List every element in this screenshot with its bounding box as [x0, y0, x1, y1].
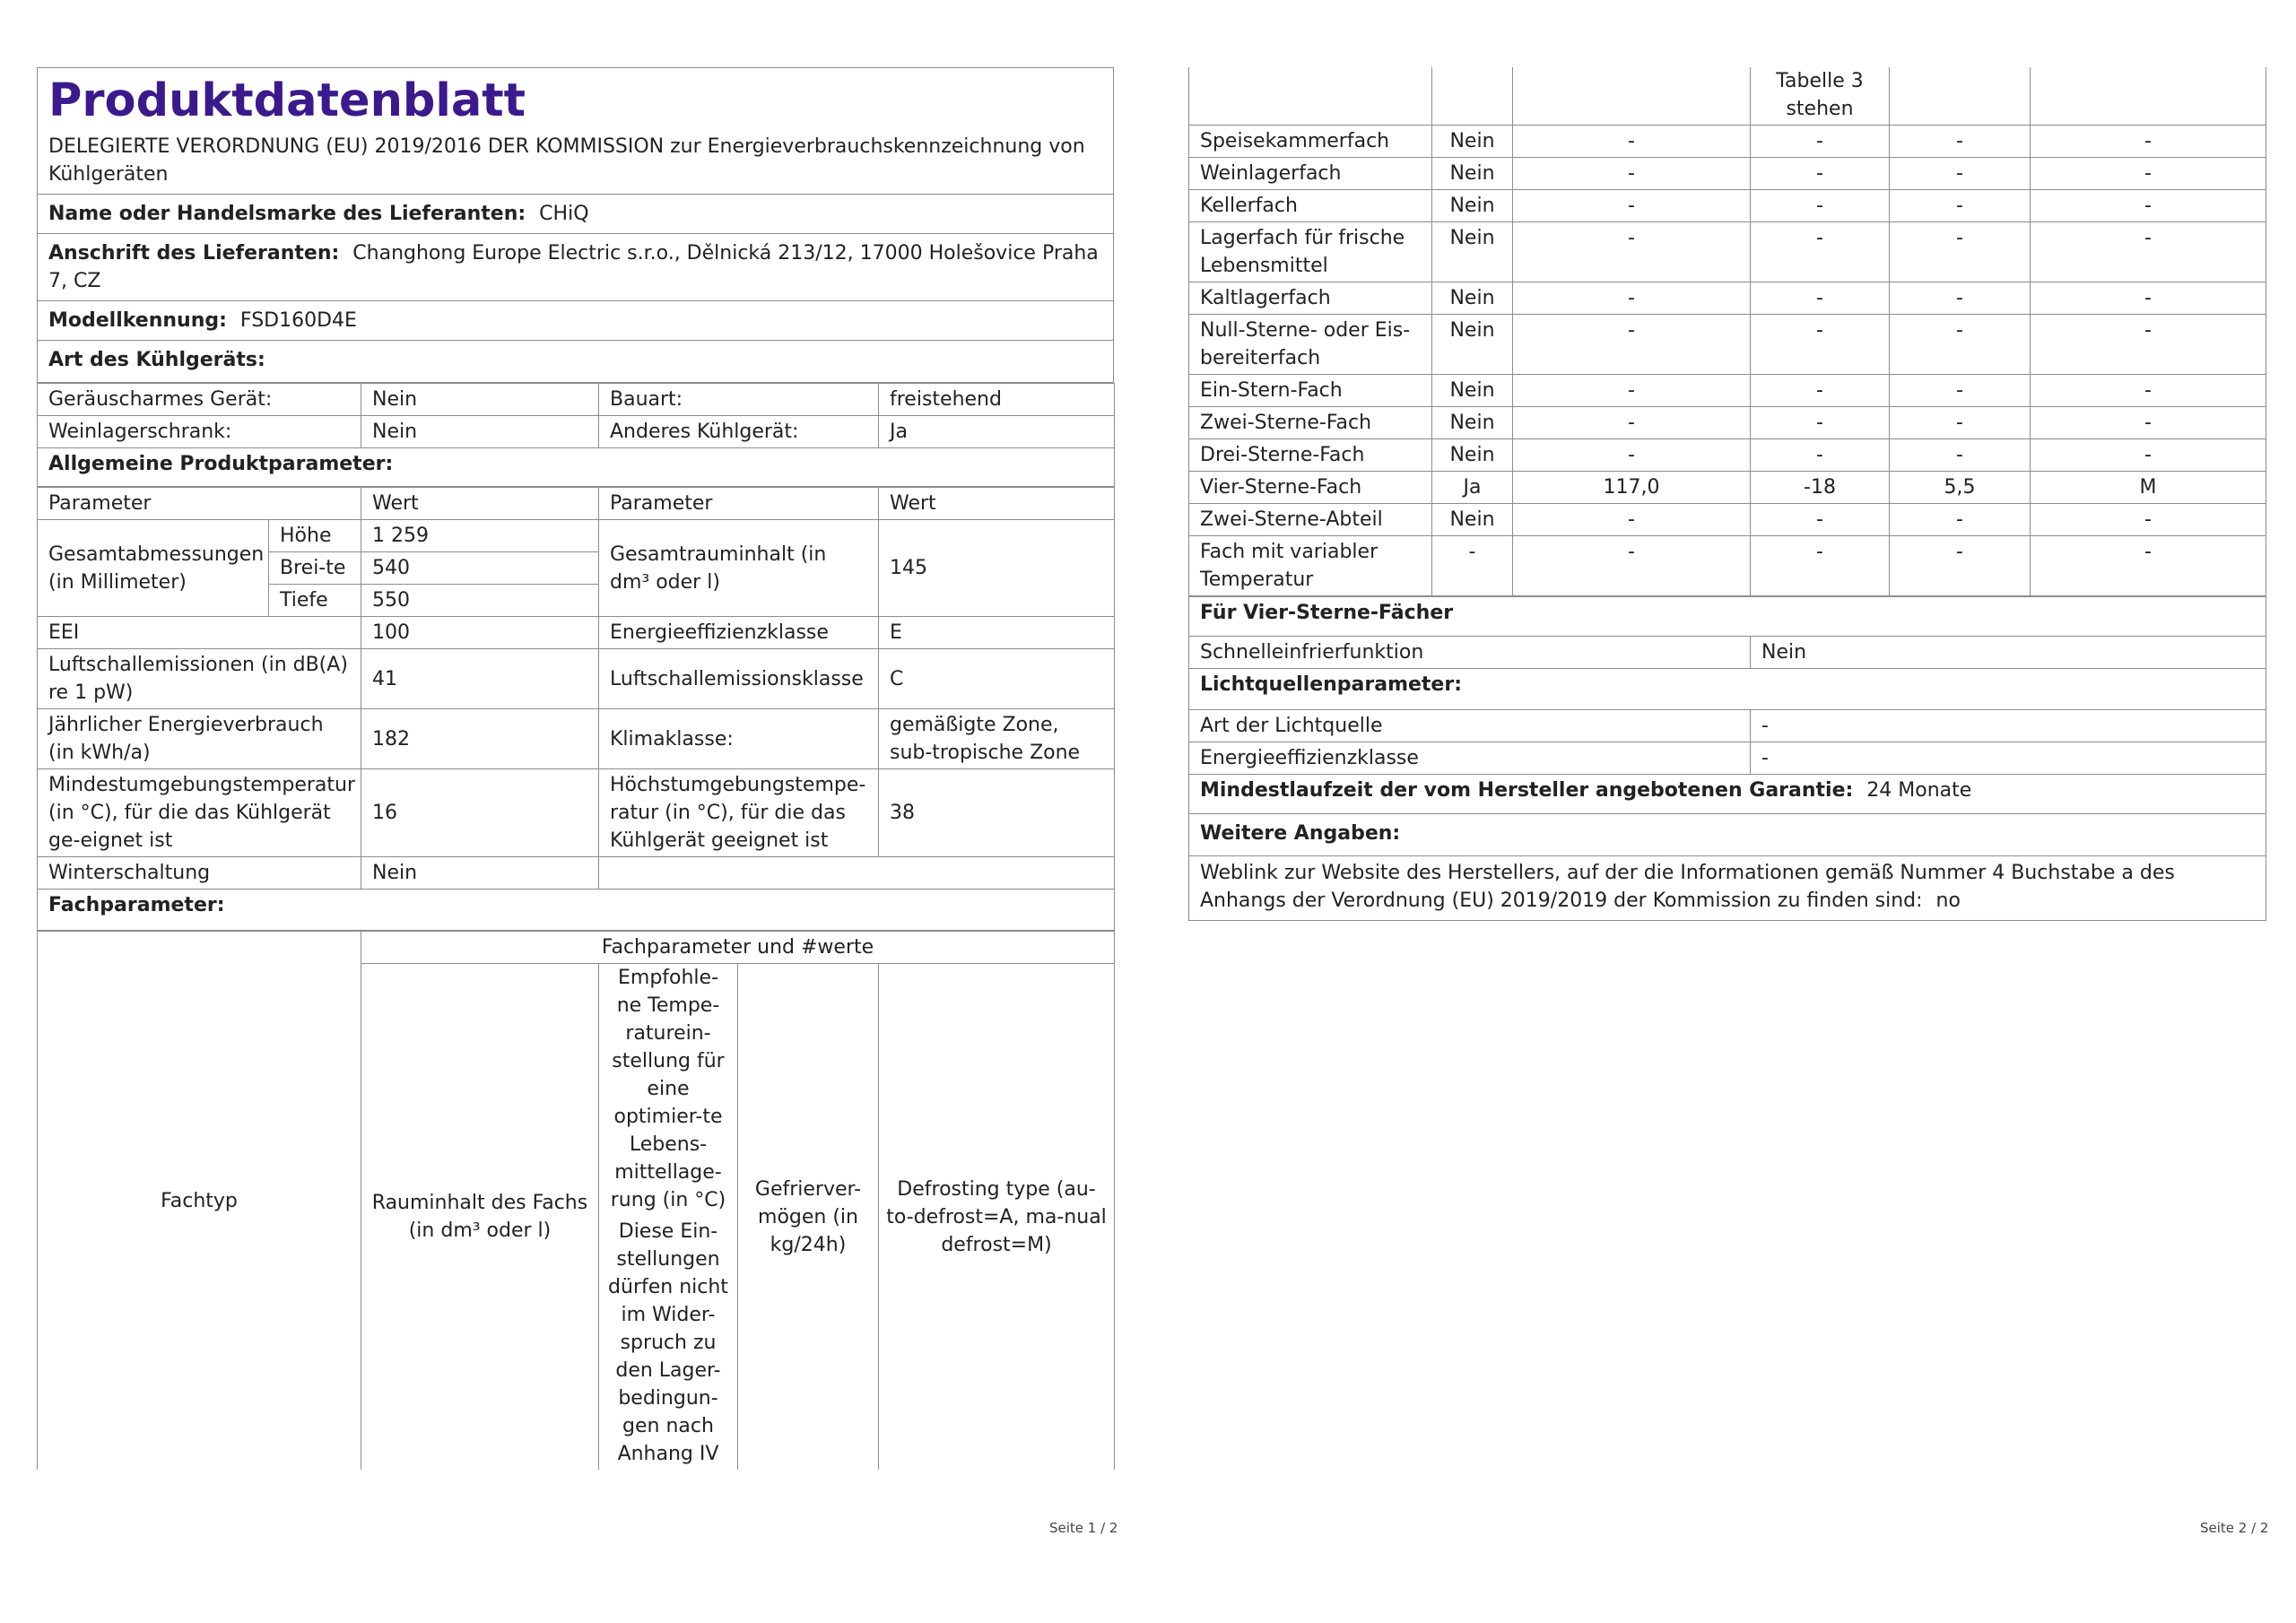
type-param: Anderes Kühlgerät:	[599, 416, 879, 448]
compartment-temp: -	[1751, 375, 1890, 407]
type-row	[38, 384, 1115, 416]
param-label: Mindestumgebungstemperatur (in °C), für die das Kühlgerät ge-eignet ist	[38, 769, 361, 857]
type-param: Weinlagerschrank:	[38, 416, 361, 448]
compartment-temp: -	[1751, 504, 1890, 536]
col-temp-a: Empfohle-ne Tempe-raturein-stellung für eine optimier-te Lebens-mittellage-rung (in °C)	[610, 967, 726, 1211]
col-temp	[599, 964, 738, 1471]
compartment-present: Nein	[1432, 407, 1513, 439]
compartment-volume: -	[1513, 375, 1751, 407]
total-volume-value: 145	[879, 520, 1115, 617]
compartment-present: Nein	[1432, 282, 1513, 315]
compartment-volume: -	[1513, 282, 1751, 315]
param-row	[38, 617, 1115, 649]
warranty-label: Mindestlaufzeit der vom Hersteller angebotenen Garantie:	[1200, 779, 1854, 802]
compartment-row	[1189, 315, 2266, 375]
model-value: FSD160D4E	[239, 309, 357, 332]
compartment-temp: -18	[1751, 472, 1890, 504]
page-number: Seite 2 / 2	[2200, 1520, 2269, 1536]
compartment-freeze-capacity: -	[1890, 407, 2031, 439]
compartment-freeze-capacity: -	[1890, 282, 2031, 315]
compartment-defrost: -	[2031, 190, 2266, 222]
compartment-freeze-capacity: -	[1890, 504, 2031, 536]
winter-value: Nein	[361, 857, 599, 890]
title-cell	[38, 68, 1114, 195]
compartment-row	[1189, 190, 2266, 222]
compartment-name: Weinlagerfach	[1189, 158, 1432, 190]
depth-value: 550	[361, 585, 599, 617]
supplier-address-value: Changhong Europe Electric s.r.o., Dělnická 213/12, 17000 Holešovice Praha 7, CZ	[48, 242, 1099, 292]
compartment-row	[1189, 375, 2266, 407]
compartment-present: Nein	[1432, 375, 1513, 407]
supplier-name-row	[38, 195, 1114, 234]
param-label: Jährlicher Energieverbrauch (in kWh/a)	[38, 709, 361, 769]
compartment-params-header: Fachparameter:	[38, 890, 1115, 931]
compartment-defrost: M	[2031, 472, 2266, 504]
compartment-present: Nein	[1432, 439, 1513, 472]
further-info-header: Weitere Angaben:	[1189, 814, 2266, 856]
compartment-name: Lagerfach für frische Lebensmittel	[1189, 222, 1432, 282]
compartment-temp: -	[1751, 222, 1890, 282]
type-row	[38, 416, 1115, 448]
compartment-present: Nein	[1432, 126, 1513, 158]
compartment-temp: -	[1751, 439, 1890, 472]
fach-header-span: Fachparameter und #werte	[361, 932, 1115, 964]
compartment-present: Nein	[1432, 222, 1513, 282]
compartment-row	[1189, 439, 2266, 472]
compartment-volume: -	[1513, 407, 1751, 439]
header-table	[37, 67, 1114, 383]
compartment-name: Speisekammerfach	[1189, 126, 1432, 158]
compartment-volume: -	[1513, 536, 1751, 596]
quick-freeze-row	[1189, 637, 2266, 669]
compartment-row	[1189, 407, 2266, 439]
type-value: Nein	[361, 384, 599, 416]
param-label: Luftschallemissionen (in dB(A) re 1 pW)	[38, 649, 361, 709]
compartment-freeze-capacity: -	[1890, 439, 2031, 472]
type-param: Geräuscharmes Gerät:	[38, 384, 361, 416]
supplier-name-label: Name oder Handelsmarke des Lieferanten:	[48, 203, 526, 225]
compartment-temp: -	[1751, 407, 1890, 439]
compartment-defrost: -	[2031, 504, 2266, 536]
type-value: Ja	[879, 416, 1115, 448]
params-table	[37, 487, 1115, 931]
compartment-freeze-capacity: -	[1890, 126, 2031, 158]
compartment-row	[1189, 282, 2266, 315]
compartment-freeze-capacity: -	[1890, 536, 2031, 596]
page-title: Produktdatenblatt	[48, 74, 526, 127]
empty-cell	[599, 857, 1115, 890]
compartment-name: Zwei-Sterne-Fach	[1189, 407, 1432, 439]
compartment-present: Nein	[1432, 158, 1513, 190]
compartment-freeze-capacity: -	[1890, 190, 2031, 222]
continuation-text: Tabelle 3 stehen	[1751, 67, 1890, 126]
supplier-address-label: Anschrift des Lieferanten:	[48, 242, 340, 265]
param-label: Klimaklasse:	[599, 709, 879, 769]
compartment-freeze-capacity: 5,5	[1890, 472, 2031, 504]
compartment-volume: -	[1513, 222, 1751, 282]
light-class-value: -	[1751, 742, 2266, 775]
dimensions-label: Gesamtabmessungen (in Millimeter)	[38, 520, 269, 617]
page-2	[1188, 67, 2266, 921]
light-params-header: Lichtquellenparameter:	[1189, 669, 2266, 710]
light-class-label: Energieeffizienzklasse	[1189, 742, 1751, 775]
page-number: Seite 1 / 2	[1049, 1520, 1118, 1536]
compartment-header-table	[37, 931, 1115, 1470]
compartment-row	[1189, 536, 2266, 596]
total-volume-label: Gesamtrauminhalt (in dm³ oder l)	[599, 520, 879, 617]
compartment-defrost: -	[2031, 536, 2266, 596]
model-row	[38, 301, 1114, 341]
width-label: Brei-te	[269, 552, 361, 585]
weblink-text: Weblink zur Website des Herstellers, auf der die Informationen gemäß Nummer 4 Buchstabe a des Anhangs der Verordnung (EU) 2019/2019 der Kommission zu finden sind:	[1200, 862, 2175, 912]
compartment-defrost: -	[2031, 407, 2266, 439]
compartment-name: Kaltlagerfach	[1189, 282, 1432, 315]
light-type-value: -	[1751, 710, 2266, 742]
compartment-defrost: -	[2031, 439, 2266, 472]
param-row	[38, 709, 1115, 769]
compartment-defrost: -	[2031, 282, 2266, 315]
compartment-row	[1189, 222, 2266, 282]
col-header-param: Parameter	[599, 488, 879, 520]
compartment-temp: -	[1751, 190, 1890, 222]
compartment-present: Nein	[1432, 504, 1513, 536]
col-volume: Rauminhalt des Fachs (in dm³ oder l)	[361, 964, 599, 1471]
compartment-volume: -	[1513, 439, 1751, 472]
param-value: 100	[361, 617, 599, 649]
param-row	[38, 769, 1115, 857]
compartment-row	[1189, 126, 2266, 158]
param-value: 38	[879, 769, 1115, 857]
compartment-freeze-capacity: -	[1890, 375, 2031, 407]
compartment-freeze-capacity: -	[1890, 222, 2031, 282]
warranty-value: 24 Monate	[1866, 779, 1972, 802]
compartment-name: Ein-Stern-Fach	[1189, 375, 1432, 407]
param-value: gemäßigte Zone, sub-tropische Zone	[879, 709, 1115, 769]
weblink-row	[1189, 856, 2266, 921]
compartment-name: Drei-Sterne-Fach	[1189, 439, 1432, 472]
compartment-name: Kellerfach	[1189, 190, 1432, 222]
compartment-defrost: -	[2031, 222, 2266, 282]
width-value: 540	[361, 552, 599, 585]
depth-label: Tiefe	[269, 585, 361, 617]
type-table	[37, 383, 1115, 487]
winter-row	[38, 857, 1115, 890]
empty-cell	[1189, 67, 1432, 126]
compartment-row	[1189, 472, 2266, 504]
compartment-row	[1189, 158, 2266, 190]
compartment-volume: 117,0	[1513, 472, 1751, 504]
continuation-row	[1189, 67, 2266, 126]
compartment-present: -	[1432, 536, 1513, 596]
height-value: 1 259	[361, 520, 599, 552]
quick-freeze-value: Nein	[1751, 637, 2266, 669]
params-header-row	[38, 488, 1115, 520]
compartment-present: Nein	[1432, 190, 1513, 222]
param-label: EEI	[38, 617, 361, 649]
page-1	[37, 67, 1114, 1470]
compartment-volume: -	[1513, 126, 1751, 158]
extra-table	[1188, 596, 2266, 921]
compartment-defrost: -	[2031, 315, 2266, 375]
compartment-name: Null-Sterne- oder Eis-bereiterfach	[1189, 315, 1432, 375]
param-label: Höchstumgebungstempe-ratur (in °C), für die das Kühlgerät geeignet ist	[599, 769, 879, 857]
height-label: Höhe	[269, 520, 361, 552]
param-value: 16	[361, 769, 599, 857]
col-fachtyp: Fachtyp	[38, 932, 361, 1471]
compartment-temp: -	[1751, 158, 1890, 190]
type-param: Bauart:	[599, 384, 879, 416]
compartment-table	[1188, 67, 2266, 596]
four-star-header: Für Vier-Sterne-Fächer	[1189, 597, 2266, 637]
weblink-value: no	[1935, 890, 1961, 912]
param-value: C	[879, 649, 1115, 709]
param-label: Luftschallemissionsklasse	[599, 649, 879, 709]
compartment-freeze-capacity: -	[1890, 315, 2031, 375]
winter-label: Winterschaltung	[38, 857, 361, 890]
appliance-type-header: Art des Kühlgeräts:	[38, 341, 1114, 383]
compartment-defrost: -	[2031, 375, 2266, 407]
light-class-row	[1189, 742, 2266, 775]
col-header-value: Wert	[879, 488, 1115, 520]
empty-cell	[1432, 67, 1513, 126]
col-defrost: Defrosting type (au-to-defrost=A, ma-nual defrost=M)	[879, 964, 1115, 1471]
param-value: 41	[361, 649, 599, 709]
supplier-address-row	[38, 234, 1114, 301]
param-value: E	[879, 617, 1115, 649]
type-value: Nein	[361, 416, 599, 448]
light-type-label: Art der Lichtquelle	[1189, 710, 1751, 742]
compartment-temp: -	[1751, 536, 1890, 596]
compartment-temp: -	[1751, 315, 1890, 375]
warranty-row	[1189, 775, 2266, 814]
compartment-volume: -	[1513, 190, 1751, 222]
compartment-name: Zwei-Sterne-Abteil	[1189, 504, 1432, 536]
compartment-present: Ja	[1432, 472, 1513, 504]
quick-freeze-label: Schnelleinfrierfunktion	[1189, 637, 1751, 669]
compartment-rows	[1189, 126, 2266, 596]
supplier-name-value: CHiQ	[539, 203, 589, 225]
compartment-volume: -	[1513, 315, 1751, 375]
compartment-volume: -	[1513, 158, 1751, 190]
compartment-freeze-capacity: -	[1890, 158, 2031, 190]
model-label: Modellkennung:	[48, 309, 227, 332]
compartment-name: Fach mit variabler Temperatur	[1189, 536, 1432, 596]
light-type-row	[1189, 710, 2266, 742]
col-temp-b: Diese Ein-stellungen dürfen nicht im Wider-spruch zu den Lager-bedingun-gen nach Anhang IV	[608, 1220, 728, 1465]
param-row	[38, 649, 1115, 709]
col-header-param: Parameter	[38, 488, 361, 520]
empty-cell	[1513, 67, 1751, 126]
param-label: Energieeffizienzklasse	[599, 617, 879, 649]
regulation-text: DELEGIERTE VERORDNUNG (EU) 2019/2016 DER KOMMISSION zur Energieverbrauchskennzeichnung von Kühlgeräten	[48, 135, 1085, 186]
empty-cell	[1890, 67, 2031, 126]
compartment-temp: -	[1751, 126, 1890, 158]
compartment-temp: -	[1751, 282, 1890, 315]
compartment-present: Nein	[1432, 315, 1513, 375]
col-header-value: Wert	[361, 488, 599, 520]
empty-cell	[2031, 67, 2266, 126]
type-value: freistehend	[879, 384, 1115, 416]
compartment-row	[1189, 504, 2266, 536]
compartment-volume: -	[1513, 504, 1751, 536]
col-freeze: Gefrierver-mögen (in kg/24h)	[738, 964, 879, 1471]
compartment-defrost: -	[2031, 158, 2266, 190]
compartment-defrost: -	[2031, 126, 2266, 158]
compartment-name: Vier-Sterne-Fach	[1189, 472, 1432, 504]
param-value: 182	[361, 709, 599, 769]
general-params-header: Allgemeine Produktparameter:	[38, 448, 1115, 487]
